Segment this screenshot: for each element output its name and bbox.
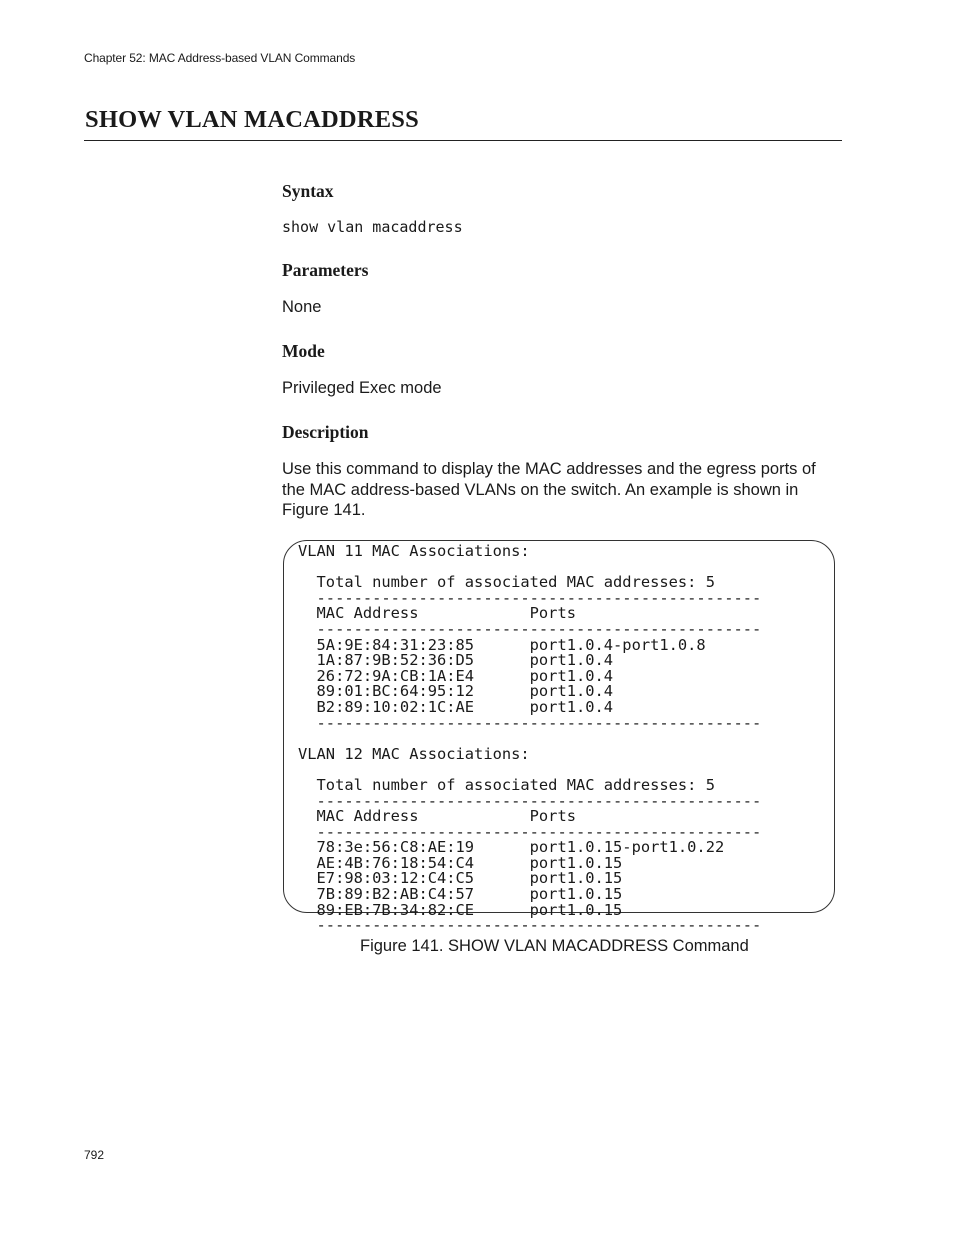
description-heading: Description [282, 422, 369, 442]
running-head: Chapter 52: MAC Address-based VLAN Commands [84, 51, 356, 65]
parameters-heading: Parameters [282, 260, 369, 280]
syntax-code: show vlan macaddress [282, 218, 463, 236]
mode-heading: Mode [282, 341, 325, 361]
description-text: Use this command to display the MAC addresses and the egress ports of the MAC address-based VLANs on the switch. An example is shown in Figure 141. [282, 460, 816, 519]
parameters-text: None [282, 298, 322, 316]
figure-caption: Figure 141. SHOW VLAN MACADDRESS Command [360, 937, 749, 955]
page-number: 792 [84, 1148, 105, 1162]
syntax-heading: Syntax [282, 181, 334, 201]
page-title: SHOW VLAN MACADDRESS [85, 106, 419, 133]
mode-text: Privileged Exec mode [282, 379, 442, 397]
cli-output: VLAN 11 MAC Associations: Total number of associated MAC addresses: 5 ------------------------------------------------ MAC Address Ports ------------------------------------------------ 5A:9E:84:31:23:85 port1.0.4-port1.0.8 1A:87:9B:52:36:D5 port1.0.4 26:72:9A:CB:1A:E4 port1.0.4 89:01:BC:64:95:12 port1.0.4 B2:89:10:02:1C:AE port1.0.4 ------------------------------------------------ VLAN 12 MAC Associations: Total number of associated MAC addresses: 5 ------------------------------------------------ MAC Address Ports ------------------------------------------------ 78:3e:56:C8:AE:19 port1.0.15-port1.0.22 AE:4B:76:18:54:C4 port1.0.15 E7:98:03:12:C4:C5 port1.0.15 7B:89:B2:AB:C4:57 port1.0.15 89:EB:7B:34:82:CE port1.0.15 ------------------------------------------------ [298, 542, 762, 935]
title-rule [84, 140, 842, 141]
